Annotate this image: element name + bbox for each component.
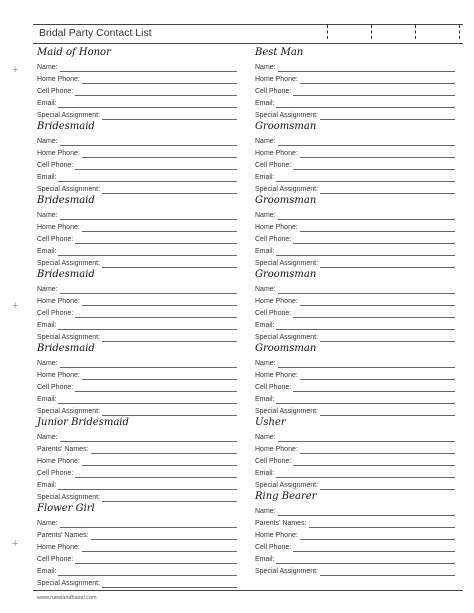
- field-row: [255, 220, 455, 232]
- write-in-line[interactable]: [75, 470, 237, 478]
- field-label: Cell Phone:: [255, 88, 292, 95]
- field-label: Special Assignment:: [255, 482, 319, 489]
- field-label: Email:: [255, 100, 275, 107]
- field-row: [37, 294, 237, 306]
- write-in-line[interactable]: [300, 372, 455, 380]
- field-row: [37, 306, 237, 318]
- field-label: Special Assignment:: [255, 186, 319, 193]
- section-bridesmaid: [37, 194, 237, 268]
- field-label: Home Phone:: [255, 298, 298, 305]
- field-label: Name:: [255, 64, 276, 71]
- field-label: Name:: [37, 360, 58, 367]
- write-in-line[interactable]: [300, 76, 455, 84]
- write-in-line[interactable]: [75, 88, 237, 96]
- field-row: [37, 96, 237, 108]
- field-row: [255, 392, 455, 404]
- plus-crop-mark-icon: +: [12, 538, 19, 550]
- write-in-line[interactable]: [102, 494, 237, 502]
- write-in-line[interactable]: [320, 112, 455, 120]
- field-row: [37, 368, 237, 380]
- write-in-line[interactable]: [293, 88, 455, 96]
- section-heading: Ring Bearer: [255, 491, 317, 502]
- section-heading: Bridesmaid: [37, 343, 95, 354]
- write-in-line[interactable]: [320, 334, 455, 342]
- write-in-line[interactable]: [300, 298, 455, 306]
- field-label: Name:: [37, 434, 58, 441]
- page-title: Bridal Party Contact List: [39, 27, 152, 39]
- write-in-line[interactable]: [82, 544, 237, 552]
- field-row: [37, 392, 237, 404]
- field-label: Special Assignment:: [37, 112, 101, 119]
- write-in-line[interactable]: [278, 434, 455, 442]
- field-label: Email:: [37, 396, 57, 403]
- field-label: Name:: [37, 138, 58, 145]
- write-in-line[interactable]: [60, 434, 237, 442]
- section-usher: [255, 416, 455, 490]
- field-row: [37, 478, 237, 490]
- field-label: Email:: [255, 396, 275, 403]
- field-label: Home Phone:: [255, 532, 298, 539]
- field-label: Email:: [37, 482, 57, 489]
- section-heading: Bridesmaid: [37, 121, 95, 132]
- write-in-line[interactable]: [60, 138, 237, 146]
- title-bar: [33, 24, 463, 44]
- section-bridesmaid: [37, 268, 237, 342]
- section-heading: Groomsman: [255, 121, 317, 132]
- write-in-line[interactable]: [58, 100, 237, 108]
- write-in-line[interactable]: [82, 224, 237, 232]
- field-label: Home Phone:: [255, 372, 298, 379]
- field-label: Name:: [255, 434, 276, 441]
- field-label: Email:: [37, 174, 57, 181]
- field-row: [37, 72, 237, 84]
- field-row: [255, 170, 455, 182]
- field-row: [255, 96, 455, 108]
- field-label: Cell Phone:: [37, 310, 74, 317]
- field-row: [255, 330, 455, 342]
- field-row: [255, 454, 455, 466]
- field-row: [255, 282, 455, 294]
- write-in-line[interactable]: [278, 212, 455, 220]
- section-groomsman: [255, 342, 455, 416]
- field-row: [255, 380, 455, 392]
- field-label: Cell Phone:: [255, 458, 292, 465]
- field-row: [255, 540, 455, 552]
- dashed-divider: [327, 25, 329, 39]
- section-heading: Usher: [255, 417, 286, 428]
- write-in-line[interactable]: [58, 396, 237, 404]
- field-label: Email:: [255, 470, 275, 477]
- write-in-line[interactable]: [75, 310, 237, 318]
- write-in-line[interactable]: [293, 236, 455, 244]
- field-row: [37, 466, 237, 478]
- field-label: Special Assignment:: [37, 580, 101, 587]
- field-row: [255, 552, 455, 564]
- field-label: Special Assignment:: [255, 568, 319, 575]
- field-label: Special Assignment:: [37, 260, 101, 267]
- write-in-line[interactable]: [102, 580, 237, 588]
- write-in-line[interactable]: [278, 360, 455, 368]
- field-row: [255, 528, 455, 540]
- field-label: Home Phone:: [37, 458, 80, 465]
- section-heading: Junior Bridesmaid: [37, 417, 129, 428]
- field-row: [37, 84, 237, 96]
- field-row: [255, 158, 455, 170]
- section-groomsman: [255, 268, 455, 342]
- write-in-line[interactable]: [278, 64, 455, 72]
- field-row: [37, 576, 237, 588]
- field-label: Cell Phone:: [255, 544, 292, 551]
- field-row: [255, 72, 455, 84]
- field-label: Home Phone:: [255, 150, 298, 157]
- field-row: [37, 232, 237, 244]
- field-label: Name:: [37, 520, 58, 527]
- dashed-divider: [459, 25, 461, 39]
- field-row: [37, 380, 237, 392]
- write-in-line[interactable]: [300, 224, 455, 232]
- field-label: Email:: [255, 174, 275, 181]
- write-in-line[interactable]: [60, 212, 237, 220]
- section-heading: Groomsman: [255, 195, 317, 206]
- field-label: Home Phone:: [37, 372, 80, 379]
- field-label: Name:: [255, 360, 276, 367]
- field-label: Cell Phone:: [37, 384, 74, 391]
- write-in-line[interactable]: [102, 260, 237, 268]
- field-row: [255, 182, 455, 194]
- write-in-line[interactable]: [320, 186, 455, 194]
- write-in-line[interactable]: [293, 162, 455, 170]
- right-column: [255, 46, 455, 576]
- write-in-line[interactable]: [300, 532, 455, 540]
- field-row: [37, 256, 237, 268]
- write-in-line[interactable]: [276, 556, 455, 564]
- field-row: [37, 220, 237, 232]
- write-in-line[interactable]: [276, 174, 455, 182]
- field-row: [255, 368, 455, 380]
- dashed-divider: [415, 25, 417, 39]
- field-label: Home Phone:: [37, 298, 80, 305]
- field-row: [37, 552, 237, 564]
- field-label: Special Assignment:: [37, 186, 101, 193]
- field-row: [37, 318, 237, 330]
- field-row: [255, 442, 455, 454]
- field-label: Name:: [37, 64, 58, 71]
- section-heading: Best Man: [255, 47, 304, 58]
- field-label: Special Assignment:: [255, 112, 319, 119]
- write-in-line[interactable]: [75, 236, 237, 244]
- field-label: Special Assignment:: [37, 408, 101, 415]
- field-row: [255, 478, 455, 490]
- field-label: Name:: [255, 286, 276, 293]
- write-in-line[interactable]: [300, 446, 455, 454]
- write-in-line[interactable]: [82, 298, 237, 306]
- field-row: [255, 146, 455, 158]
- section-maid-of-honor: [37, 46, 237, 120]
- field-row: [255, 306, 455, 318]
- section-junior-bridesmaid: [37, 416, 237, 502]
- write-in-line[interactable]: [276, 322, 455, 330]
- section-heading: Bridesmaid: [37, 195, 95, 206]
- write-in-line[interactable]: [278, 286, 455, 294]
- write-in-line[interactable]: [278, 138, 455, 146]
- write-in-line[interactable]: [300, 150, 455, 158]
- footer-url: www.rueeiandhazel.com: [37, 595, 97, 601]
- write-in-line[interactable]: [58, 248, 237, 256]
- write-in-line[interactable]: [278, 508, 455, 516]
- field-label: Home Phone:: [37, 76, 80, 83]
- field-row: [255, 84, 455, 96]
- field-label: Email:: [37, 100, 57, 107]
- field-label: Special Assignment:: [255, 260, 319, 267]
- write-in-line[interactable]: [102, 334, 237, 342]
- section-groomsman: [255, 194, 455, 268]
- field-row: [37, 182, 237, 194]
- section-groomsman: [255, 120, 455, 194]
- field-row: [255, 404, 455, 416]
- field-label: Cell Phone:: [37, 556, 74, 563]
- write-in-line[interactable]: [276, 470, 455, 478]
- field-row: [37, 516, 237, 528]
- field-row: [37, 540, 237, 552]
- field-row: [255, 256, 455, 268]
- field-row: [255, 208, 455, 220]
- section-bridesmaid: [37, 120, 237, 194]
- write-in-line[interactable]: [58, 322, 237, 330]
- field-label: Name:: [255, 138, 276, 145]
- section-best-man: [255, 46, 455, 120]
- field-label: Email:: [255, 322, 275, 329]
- field-row: [255, 564, 455, 576]
- field-row: [255, 516, 455, 528]
- write-in-line[interactable]: [75, 556, 237, 564]
- field-label: Special Assignment:: [37, 494, 101, 501]
- field-row: [37, 170, 237, 182]
- field-label: Name:: [255, 508, 276, 515]
- write-in-line[interactable]: [320, 408, 455, 416]
- field-row: [255, 108, 455, 120]
- field-row: [255, 244, 455, 256]
- field-label: Parents' Names:: [37, 532, 89, 539]
- write-in-line[interactable]: [82, 372, 237, 380]
- section-heading: Maid of Honor: [37, 47, 111, 58]
- write-in-line[interactable]: [82, 76, 237, 84]
- field-row: [37, 528, 237, 540]
- field-label: Home Phone:: [255, 446, 298, 453]
- field-row: [37, 146, 237, 158]
- write-in-line[interactable]: [91, 446, 237, 454]
- field-row: [37, 330, 237, 342]
- field-row: [255, 60, 455, 72]
- write-in-line[interactable]: [75, 384, 237, 392]
- field-label: Email:: [255, 248, 275, 255]
- field-label: Home Phone:: [255, 76, 298, 83]
- field-row: [255, 134, 455, 146]
- write-in-line[interactable]: [102, 186, 237, 194]
- write-in-line[interactable]: [82, 458, 237, 466]
- field-row: [37, 244, 237, 256]
- write-in-line[interactable]: [276, 248, 455, 256]
- write-in-line[interactable]: [293, 458, 455, 466]
- field-row: [37, 134, 237, 146]
- field-label: Email:: [37, 248, 57, 255]
- section-heading: Flower Girl: [37, 503, 95, 514]
- field-label: Name:: [37, 286, 58, 293]
- field-label: Email:: [37, 322, 57, 329]
- write-in-line[interactable]: [276, 396, 455, 404]
- field-label: Name:: [37, 212, 58, 219]
- write-in-line[interactable]: [293, 310, 455, 318]
- field-label: Home Phone:: [37, 224, 80, 231]
- write-in-line[interactable]: [58, 174, 237, 182]
- write-in-line[interactable]: [320, 482, 455, 490]
- field-label: Cell Phone:: [255, 236, 292, 243]
- write-in-line[interactable]: [293, 384, 455, 392]
- field-label: Cell Phone:: [255, 162, 292, 169]
- field-row: [37, 108, 237, 120]
- write-in-line[interactable]: [320, 260, 455, 268]
- left-column: [37, 46, 237, 588]
- write-in-line[interactable]: [91, 532, 237, 540]
- write-in-line[interactable]: [320, 568, 455, 576]
- field-row: [37, 430, 237, 442]
- write-in-line[interactable]: [58, 482, 237, 490]
- field-label: Special Assignment:: [255, 334, 319, 341]
- field-label: Email:: [37, 568, 57, 575]
- field-row: [255, 318, 455, 330]
- field-row: [37, 356, 237, 368]
- section-ring-bearer: [255, 490, 455, 576]
- field-label: Special Assignment:: [37, 334, 101, 341]
- write-in-line[interactable]: [82, 150, 237, 158]
- field-row: [37, 208, 237, 220]
- field-label: Special Assignment:: [255, 408, 319, 415]
- dashed-divider: [371, 25, 373, 39]
- field-label: Parents' Names:: [255, 520, 307, 527]
- field-label: Email:: [255, 556, 275, 563]
- section-heading: Groomsman: [255, 343, 317, 354]
- write-in-line[interactable]: [293, 544, 455, 552]
- field-row: [37, 490, 237, 502]
- field-label: Home Phone:: [255, 224, 298, 231]
- field-label: Name:: [255, 212, 276, 219]
- write-in-line[interactable]: [60, 360, 237, 368]
- write-in-line[interactable]: [60, 286, 237, 294]
- field-label: Cell Phone:: [37, 162, 74, 169]
- field-label: Cell Phone:: [37, 470, 74, 477]
- write-in-line[interactable]: [60, 520, 237, 528]
- footer-divider: [33, 590, 463, 591]
- section-flower-girl: [37, 502, 237, 588]
- write-in-line[interactable]: [58, 568, 237, 576]
- section-bridesmaid: [37, 342, 237, 416]
- field-label: Cell Phone:: [37, 88, 74, 95]
- field-row: [37, 442, 237, 454]
- field-label: Cell Phone:: [255, 310, 292, 317]
- write-in-line[interactable]: [102, 408, 237, 416]
- write-in-line[interactable]: [309, 520, 455, 528]
- field-row: [255, 294, 455, 306]
- field-row: [255, 232, 455, 244]
- field-label: Cell Phone:: [255, 384, 292, 391]
- write-in-line[interactable]: [102, 112, 237, 120]
- write-in-line[interactable]: [75, 162, 237, 170]
- section-heading: Bridesmaid: [37, 269, 95, 280]
- field-row: [37, 60, 237, 72]
- field-row: [255, 504, 455, 516]
- field-label: Home Phone:: [37, 544, 80, 551]
- field-row: [255, 356, 455, 368]
- section-heading: Groomsman: [255, 269, 317, 280]
- write-in-line[interactable]: [60, 64, 237, 72]
- field-label: Cell Phone:: [37, 236, 74, 243]
- field-label: Home Phone:: [37, 150, 80, 157]
- field-row: [37, 454, 237, 466]
- field-row: [37, 404, 237, 416]
- field-row: [37, 282, 237, 294]
- field-label: Parents' Names:: [37, 446, 89, 453]
- field-row: [255, 466, 455, 478]
- write-in-line[interactable]: [276, 100, 455, 108]
- field-row: [37, 158, 237, 170]
- field-row: [37, 564, 237, 576]
- plus-crop-mark-icon: +: [12, 300, 19, 312]
- plus-crop-mark-icon: +: [12, 64, 19, 76]
- field-row: [255, 430, 455, 442]
